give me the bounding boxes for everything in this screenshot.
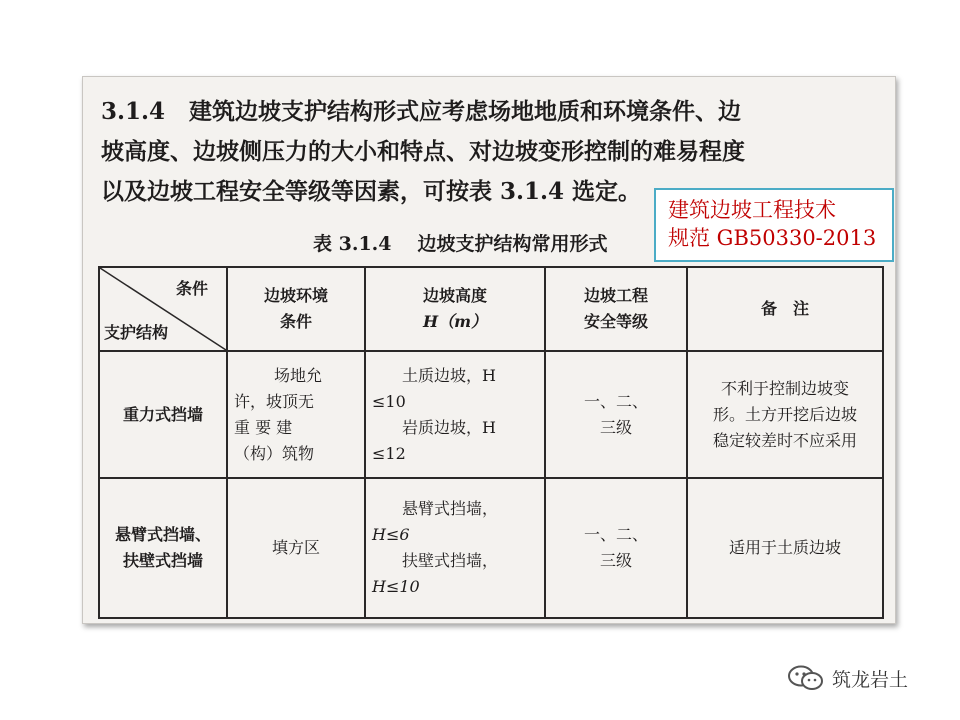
clause-line-2: 坡高度、边坡侧压力的大小和特点、对边坡变形控制的难易程度 — [101, 138, 745, 165]
row1-environment: 场地允 许，坡顶无 重 要 建 （构）筑物 — [227, 351, 365, 478]
watermark-text: 筑龙岩土 — [832, 668, 909, 691]
row1-grade: 一、二、 三级 — [545, 351, 687, 478]
header-support-structure: 支护结构 — [104, 323, 169, 342]
standard-name: 建筑边坡工程技术 — [668, 198, 836, 222]
table-row — [99, 478, 883, 618]
clause-line-3: 以及边坡工程安全等级等因素，可按表 3.1.4 选定。 — [101, 178, 642, 205]
row1-height: 土质边坡，H ≤10 岩质边坡，H ≤12 — [365, 351, 545, 478]
table-header-row — [99, 267, 883, 351]
scanned-document — [82, 76, 896, 624]
clause-line-1: 3.1.4 建筑边坡支护结构形式应考虑场地地质和环境条件、边 — [101, 98, 742, 125]
table-number: 表 3.1.4 — [313, 233, 392, 255]
table-caption: 边坡支护结构常用形式 — [417, 233, 608, 255]
header-remarks: 备 注 — [687, 267, 883, 351]
table-row — [99, 351, 883, 478]
row2-height: 悬臂式挡墙， H≤6 扶壁式挡墙， H≤10 — [365, 478, 545, 618]
standard-reference-box — [654, 188, 894, 262]
row2-remark: 适用于土质边坡 — [687, 478, 883, 618]
row1-remark: 不利于控制边坡变 形。土方开挖后边坡 稳定较差时不应采用 — [687, 351, 883, 478]
watermark — [786, 664, 908, 692]
row2-environment: 填方区 — [227, 478, 365, 618]
row1-structure: 重力式挡墙 — [99, 351, 227, 478]
header-conditions: 条件 — [175, 279, 208, 298]
header-corner-cell — [99, 267, 227, 351]
section-number: 3.1.4 — [101, 98, 166, 125]
header-height: 边坡高度 H（m） — [365, 267, 545, 351]
table-title — [313, 229, 608, 256]
wechat-icon — [786, 664, 826, 692]
standard-code: 规范 GB50330-2013 — [668, 226, 877, 250]
row2-grade: 一、二、 三级 — [545, 478, 687, 618]
row2-structure: 悬臂式挡墙、 扶壁式挡墙 — [99, 478, 227, 618]
support-structure-table — [98, 266, 884, 619]
header-environment: 边坡环境 条件 — [227, 267, 365, 351]
header-safety-grade: 边坡工程 安全等级 — [545, 267, 687, 351]
